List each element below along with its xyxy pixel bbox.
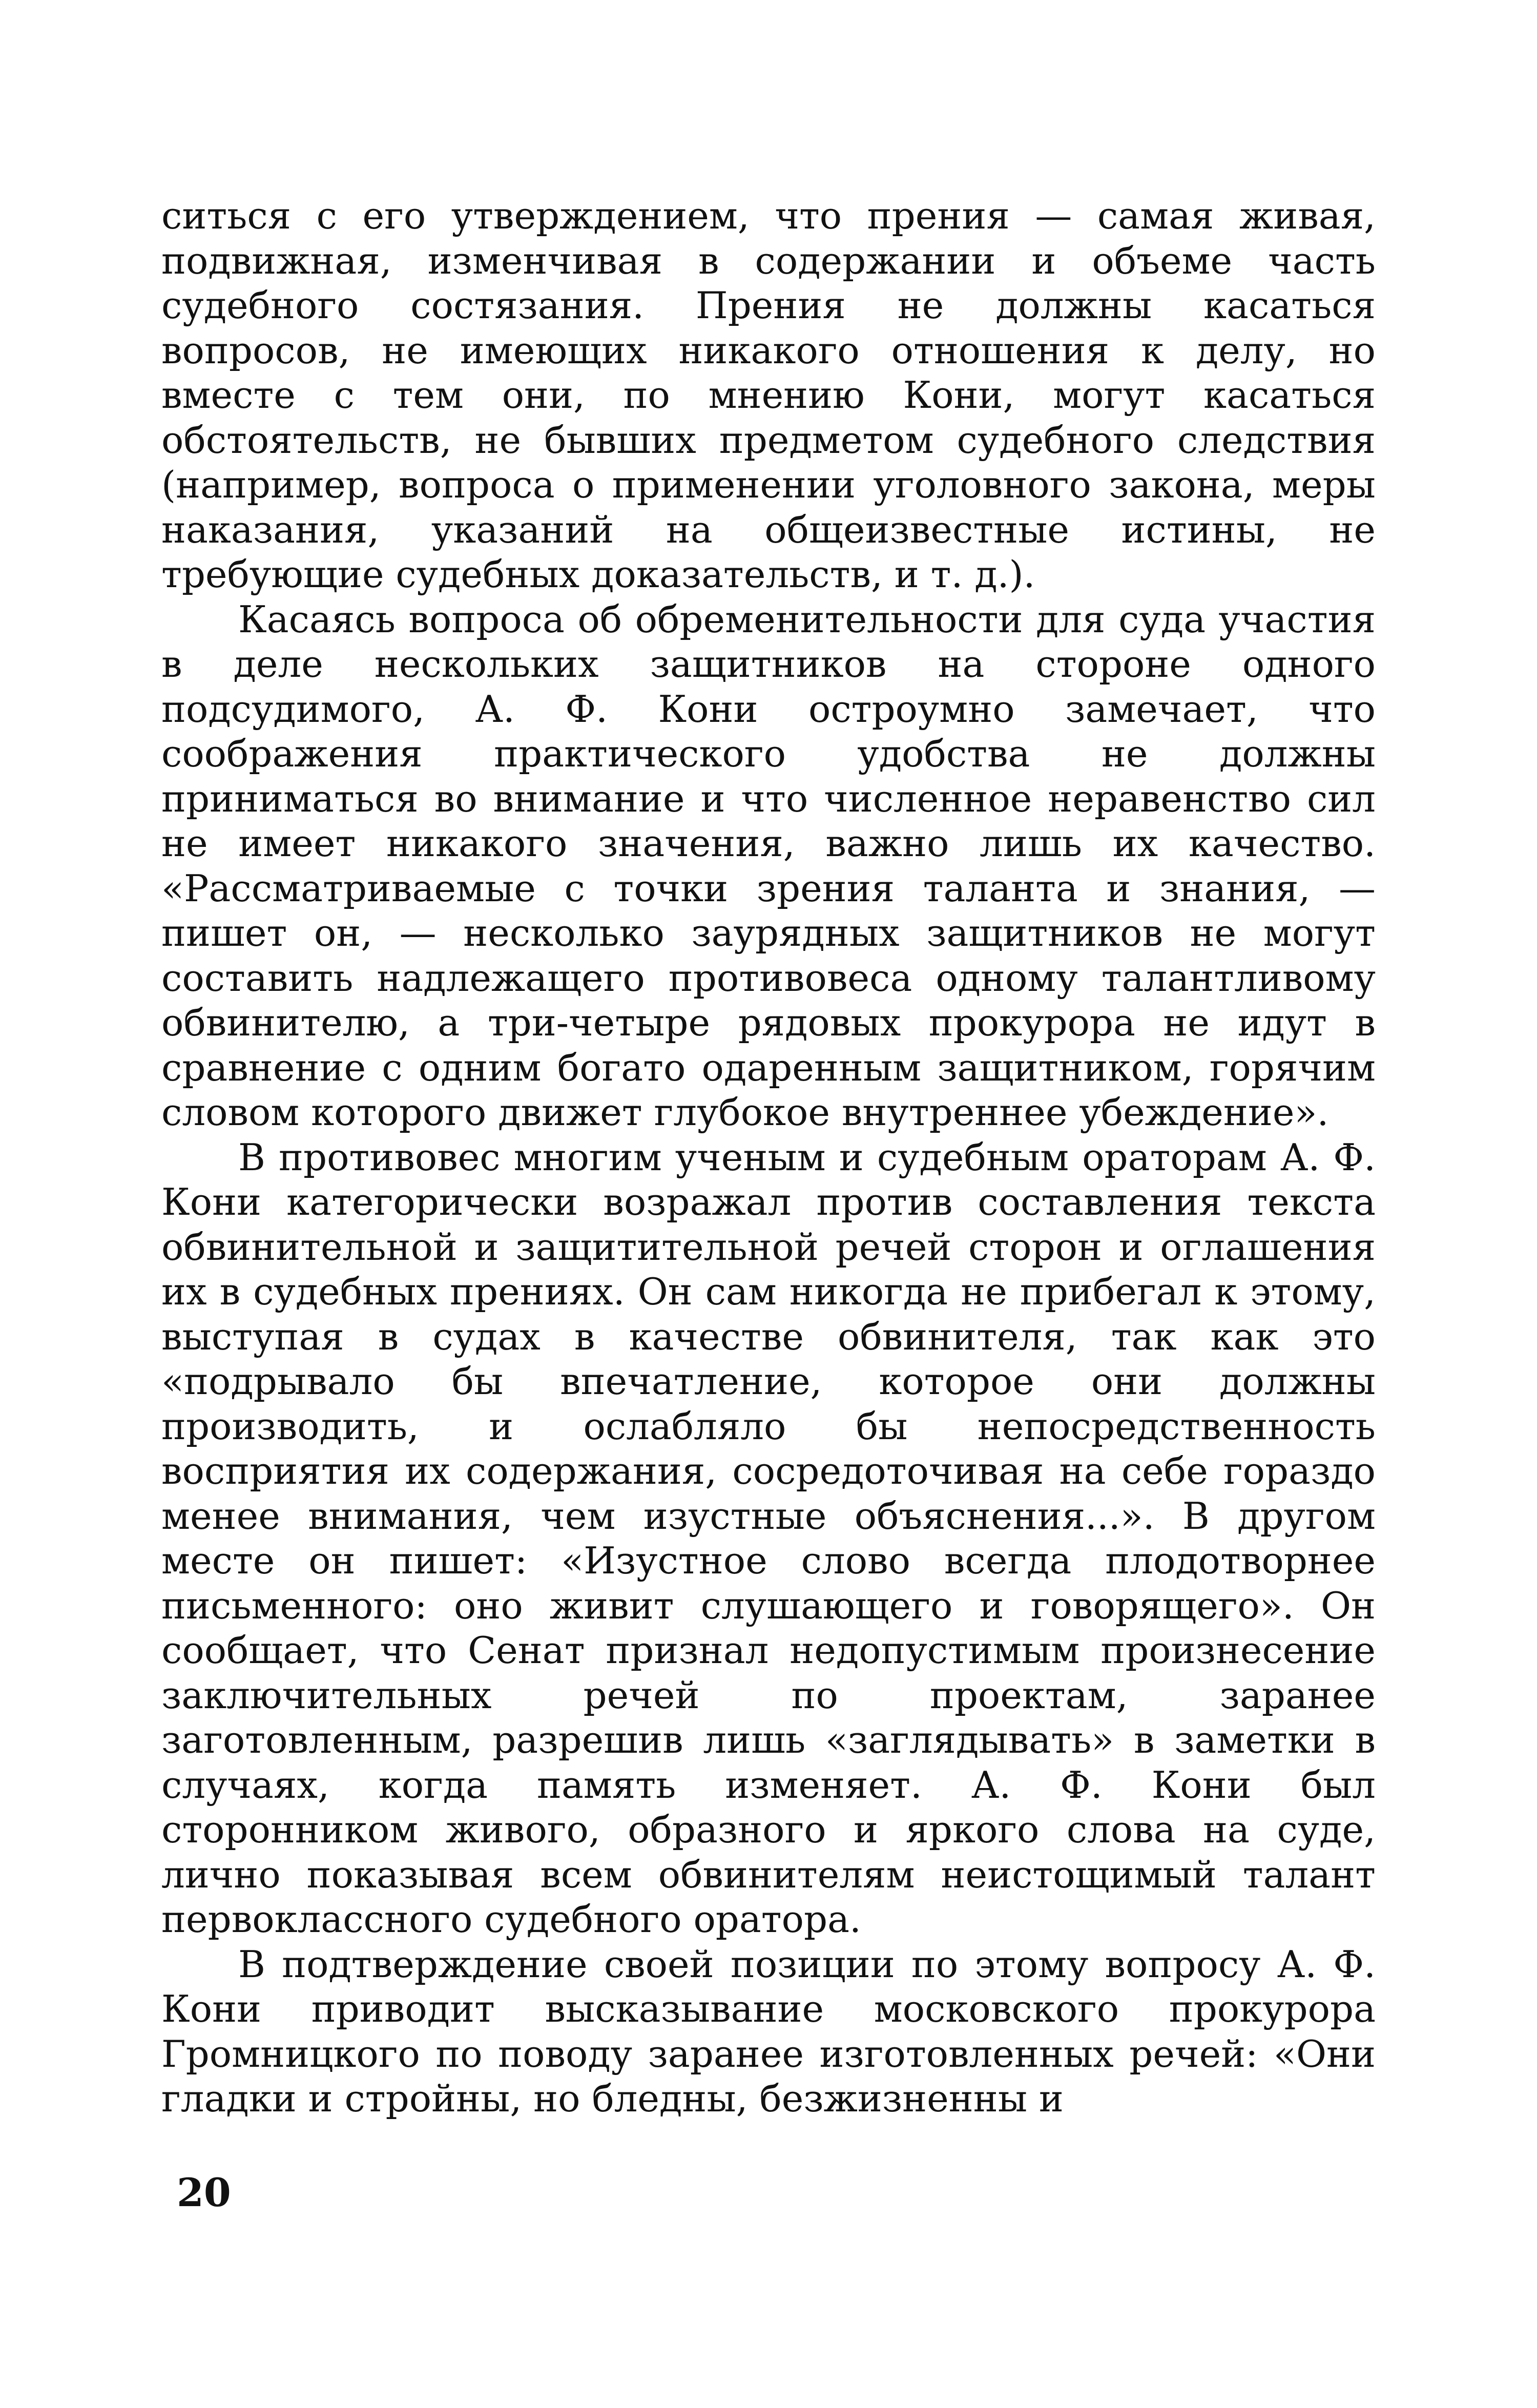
- paragraph-gromnitsky-quote: В подтверждение своей позиции по этому вопросу А. Ф. Кони приводит высказывание московского прокурора Громницкого по поводу заранее изготовленных речей: «Они гладки и стройны, но бледны, безжизненны и: [161, 1942, 1376, 2120]
- body-text: [161, 194, 1376, 2122]
- page-number: 20: [177, 2170, 231, 2215]
- paragraph-continuation: ситься с его утверждением, что прения — самая живая, подвижная, изменчивая в содержании и объеме часть судебного состязания. Прения не должны касаться вопросов, не имеющих никакого отношения к делу, но вместе с тем они, по мнению Кони, могут касаться обстоятельств, не бывших предметом судебного следствия (например, вопроса о применении уголовного закона, меры наказания, указаний на общеизвестные истины, не требующие судебных доказательств, и т. д.).: [161, 194, 1376, 596]
- paragraph-written-speeches: В противовес многим ученым и судебным ораторам А. Ф. Кони категорически возражал против составления текста обвинительной и защитительной речей сторон и оглашения их в судебных прениях. Он сам никогда не прибегал к этому, выступая в судах в качестве обвинителя, так как это «подрывало бы впечатление, которое они должны производить, и ослабляло бы непосредственность восприятия их содержания, сосредоточивая на себе гораздо менее внимания, чем изустные объяснения...». В другом месте он пишет: «Изустное слово всегда плодотворнее письменного: оно живит слушающего и говорящего». Он сообщает, что Сенат признал недопустимым произнесение заключительных речей по проектам, заранее заготовленным, разрешив лишь «заглядывать» в заметки в случаях, когда память изменяет. А. Ф. Кони был сторонником живого, образного и яркого слова на суде, лично показывая всем обвинителям неистощимый талант первоклассного судебного оратора.: [161, 1135, 1376, 1941]
- paragraph-multiple-defenders: Касаясь вопроса об обременительности для суда участия в деле нескольких защитников на стороне одного подсудимого, А. Ф. Кони остроумно замечает, что соображения практического удобства не должны приниматься во внимание и что численное неравенство сил не имеет никакого значения, важно лишь их качество. «Рассматриваемые с точки зрения таланта и знания, — пишет он, — несколько заурядных защитников не могут составить надлежащего противовеса одному талантливому обвинителю, а три-четыре рядовых прокурора не идут в сравнение с одним богато одаренным защитником, горячим словом которого движет глубокое внутреннее убеждение».: [161, 597, 1376, 1134]
- book-page: [161, 194, 1376, 2243]
